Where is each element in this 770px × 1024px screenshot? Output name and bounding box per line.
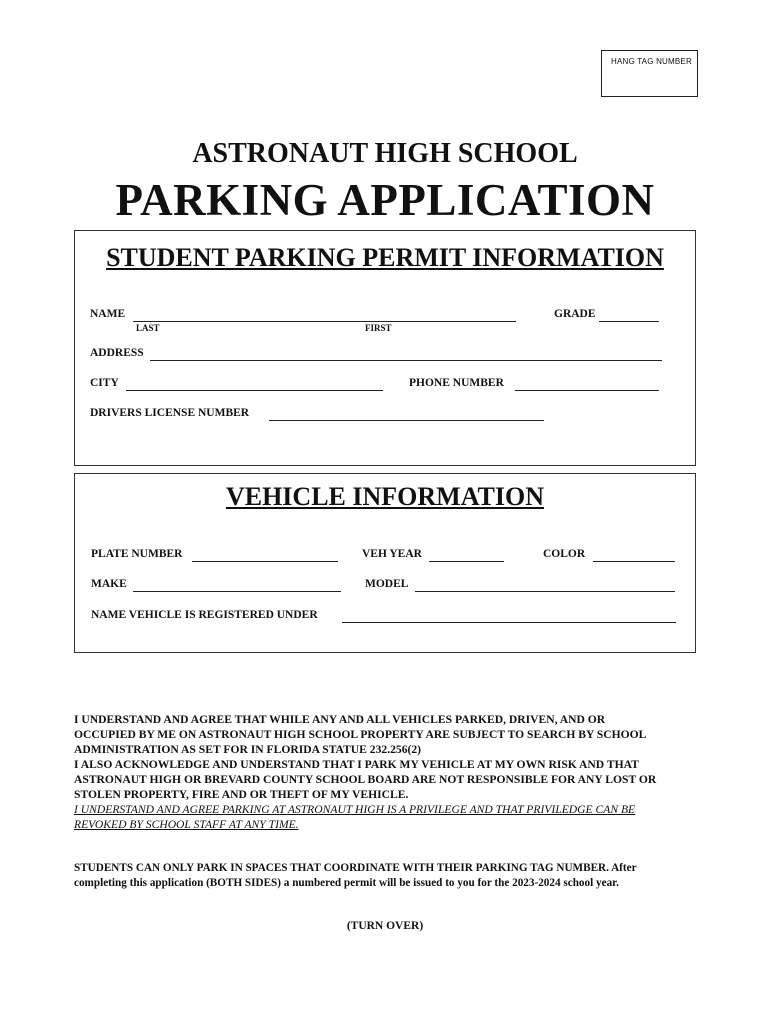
vehicle-info-section — [74, 473, 696, 653]
agreement-line: STOLEN PROPERTY, FIRE AND OR THEFT OF MY VEHICLE. — [74, 788, 409, 801]
parking-notice — [74, 861, 724, 891]
grade-label: GRADE — [554, 308, 596, 320]
model-label: MODEL — [365, 578, 409, 590]
name-label: NAME — [90, 308, 126, 320]
phone-field[interactable] — [515, 390, 659, 391]
address-field[interactable] — [150, 360, 662, 361]
notice-line: STUDENTS CAN ONLY PARK IN SPACES THAT COORDINATE WITH THEIR PARKING TAG NUMBER. After — [74, 862, 637, 874]
agreement-line: ADMINISTRATION AS SET FOR IN FLORIDA STATUE 232.256(2) — [74, 743, 422, 756]
page-title: PARKING APPLICATION — [115, 175, 655, 225]
license-field[interactable] — [269, 420, 544, 421]
city-label: CITY — [90, 377, 119, 389]
color-field[interactable] — [593, 561, 675, 562]
agreement-line: I ALSO ACKNOWLEDGE AND UNDERSTAND THAT I PARK MY VEHICLE AT MY OWN RISK AND THAT — [74, 758, 639, 771]
agreement-line: I UNDERSTAND AND AGREE THAT WHILE ANY AND ALL VEHICLES PARKED, DRIVEN, AND OR — [74, 713, 606, 726]
make-field[interactable] — [133, 591, 341, 592]
license-label: DRIVERS LICENSE NUMBER — [90, 407, 250, 419]
plate-label: PLATE NUMBER — [91, 548, 183, 560]
agreement-line: ASTRONAUT HIGH OR BREVARD COUNTY SCHOOL BOARD ARE NOT RESPONSIBLE FOR ANY LOST OR — [74, 773, 657, 786]
hang-tag-label: HANG TAG NUMBER — [611, 57, 692, 66]
grade-field[interactable] — [599, 321, 659, 322]
first-name-caption: FIRST — [365, 323, 392, 333]
vehicle-section-heading: VEHICLE INFORMATION — [225, 482, 545, 511]
city-field[interactable] — [126, 390, 383, 391]
color-label: COLOR — [543, 548, 586, 560]
phone-label: PHONE NUMBER — [409, 377, 504, 389]
model-field[interactable] — [415, 591, 675, 592]
plate-field[interactable] — [192, 561, 338, 562]
address-label: ADDRESS — [90, 347, 144, 359]
agreement-text — [74, 712, 724, 832]
registered-label: NAME VEHICLE IS REGISTERED UNDER — [91, 609, 318, 621]
student-section-heading: STUDENT PARKING PERMIT INFORMATION — [106, 243, 664, 272]
agreement-line: OCCUPIED BY ME ON ASTRONAUT HIGH SCHOOL PROPERTY ARE SUBJECT TO SEARCH BY SCHOOL — [74, 728, 647, 741]
school-name: ASTRONAUT HIGH SCHOOL — [192, 138, 578, 169]
name-field[interactable] — [133, 321, 516, 322]
make-label: MAKE — [91, 578, 127, 590]
year-field[interactable] — [429, 561, 504, 562]
year-label: VEH YEAR — [362, 548, 422, 560]
hang-tag-number-box[interactable] — [601, 50, 698, 97]
privilege-line: I UNDERSTAND AND AGREE PARKING AT ASTRONAUT HIGH IS A PRIVILEGE AND THAT PRIVILEDGE CAN BE — [74, 803, 636, 816]
registered-name-field[interactable] — [342, 622, 676, 623]
notice-line: completing this application (BOTH SIDES) a numbered permit will be issued to you for the 2023-2024 school year. — [74, 877, 619, 889]
student-info-section — [74, 230, 696, 466]
privilege-line: REVOKED BY SCHOOL STAFF AT ANY TIME. — [74, 818, 299, 831]
turn-over-note: (TURN OVER) — [346, 920, 424, 932]
last-name-caption: LAST — [136, 323, 160, 333]
